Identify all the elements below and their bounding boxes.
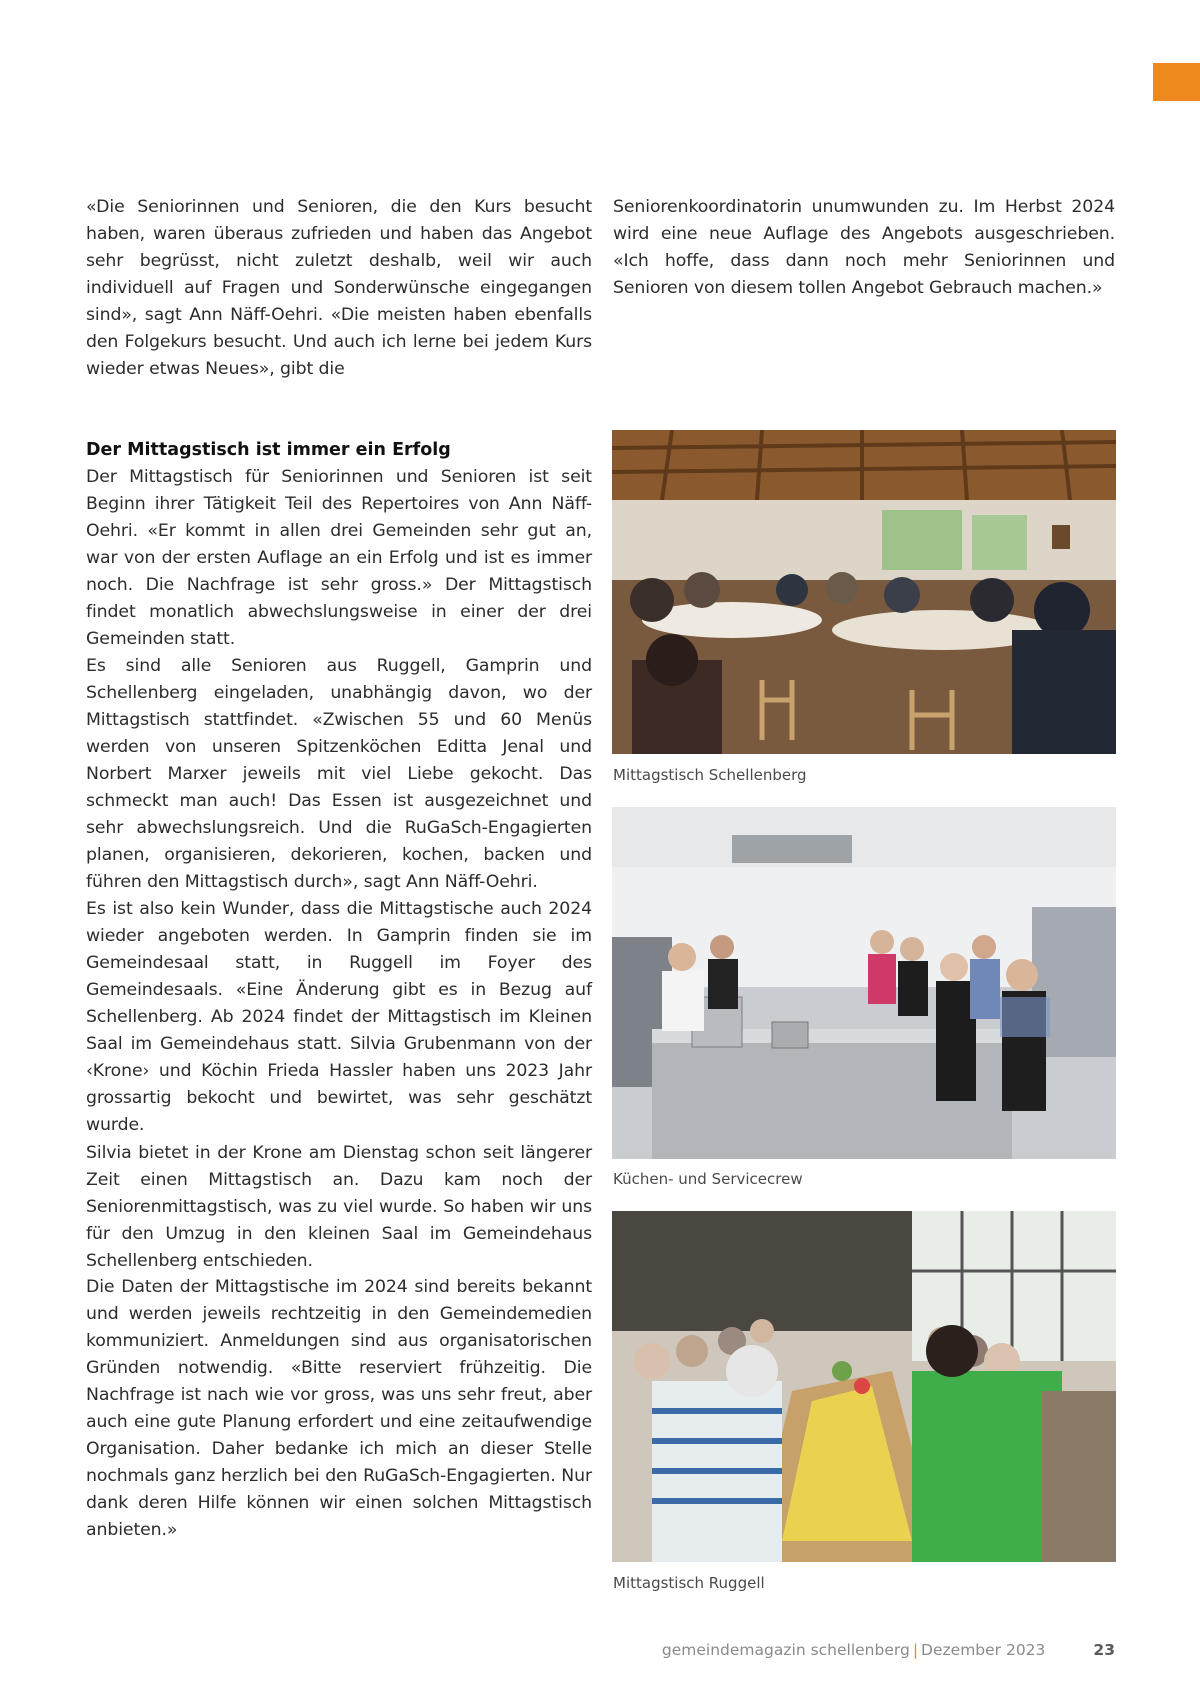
page-footer [640,1641,1115,1659]
footer-issue: Dezember 2023 [921,1641,1046,1659]
article-paragraph: Der Mittagstisch für Seniorinnen und Senioren ist seit Beginn ihrer Tätigkeit Teil des Repertoires von Ann Näff-Oehri. «Er kommt in allen drei Gemeinden sehr gut an, war von der ersten Auflage an ein Erfolg und ist es immer noch. Die Nachfrage ist sehr gross.» Der Mittagstisch findet monatlich abwechslungsweise in einer der drei Gemeinden statt. [86,467,592,649]
photo-caption: Küchen- und Servicecrew [613,1170,803,1188]
intro-paragraph-left: «Die Seniorinnen und Senioren, die den Kurs besucht haben, waren überaus zufrieden und haben das Angebot sehr begrüsst, nicht zuletzt deshalb, weil wir auch individuell auf Fragen und Sonderwünsche eingegangen sind», sagt Ann Näff-Oehri. «Die meisten haben ebenfalls den Folgekurs besucht. Und auch ich lerne bei jedem Kurs wieder etwas Neues», gibt die [86,197,592,379]
footer-publication: gemeindemagazin schellenberg [661,1641,910,1659]
article-paragraph: Es ist also kein Wunder, dass die Mittagstische auch 2024 wieder angeboten werden. In Gamprin finden sie im Gemeindesaal statt, in Ruggell im Foyer des Gemeindesaals. «Eine Änderung gibt es in Bezug auf Schellenberg. Ab 2024 findet der Mittagstisch im Kleinen Saal im Gemeindehaus statt. Silvia Grubenmann von der ‹Krone› und Köchin Frieda Hassler haben uns 2023 Jahr grossartig bekocht und bewirtet, was sehr geschätzt wurde. [86,899,592,1135]
article-heading: Der Mittagstisch ist immer ein Erfolg [86,440,451,460]
article-paragraph: Es sind alle Senioren aus Ruggell, Gamprin und Schellenberg eingeladen, unabhängig davon, wo der Mittagstisch stattfindet. «Zwischen 55 und 60 Menüs werden von unseren Spitzenköchen Editta Jenal und Norbert Marxer jeweils mit viel Liebe gekocht. Das schmeckt man auch! Das Essen ist ausgezeichnet und sehr abwechslungsreich. Und die RuGaSch-Engagierten planen, organisieren, dekorieren, kochen, backen und führen den Mittagstisch durch», sagt Ann Näff-Oehri. [86,656,592,892]
photo-kitchen-crew [612,807,1116,1159]
photo-dining-room-schellenberg [612,430,1116,754]
article-paragraph: Die Daten der Mittagstische im 2024 sind bereits bekannt und werden jeweils rechtzeitig in den Gemeindemedien kommuniziert. Anmeldungen sind aus organisatorischen Gründen notwendig. «Bitte reserviert frühzeitig. Die Nachfrage ist nach wie vor gross, was uns sehr freut, aber auch eine gute Planung erfordert und eine zeitaufwendige Organisation. Daher bedanke ich mich an dieser Stelle nochmals ganz herzlich bei den RuGaSch-Engagierten. Nur dank deren Hilfe können wir einen solchen Mittagstisch anbieten.» [86,1277,592,1540]
intro-paragraph-right: Seniorenkoordinatorin unumwunden zu. Im Herbst 2024 wird eine neue Auflage des Angebots ausgeschrieben. «Ich hoffe, dass dann noch mehr Seniorinnen und Senioren von diesem tollen Angebot Gebrauch machen.» [613,197,1115,298]
photo-caption: Mittagstisch Schellenberg [613,766,807,784]
footer-separator: | [912,1641,919,1659]
section-tab-marker [1153,63,1200,101]
photo-dining-ruggell [612,1211,1116,1562]
photo-caption: Mittagstisch Ruggell [613,1574,765,1592]
page-number: 23 [1093,1641,1115,1659]
article-paragraph: Silvia bietet in der Krone am Dienstag schon seit längerer Zeit einen Mittagstisch an. Dazu kam noch der Seniorenmittagstisch, was zu viel wurde. So haben wir uns für den Umzug in den kleinen Saal im Gemeindehaus Schellenberg entschieden. [86,1143,592,1271]
